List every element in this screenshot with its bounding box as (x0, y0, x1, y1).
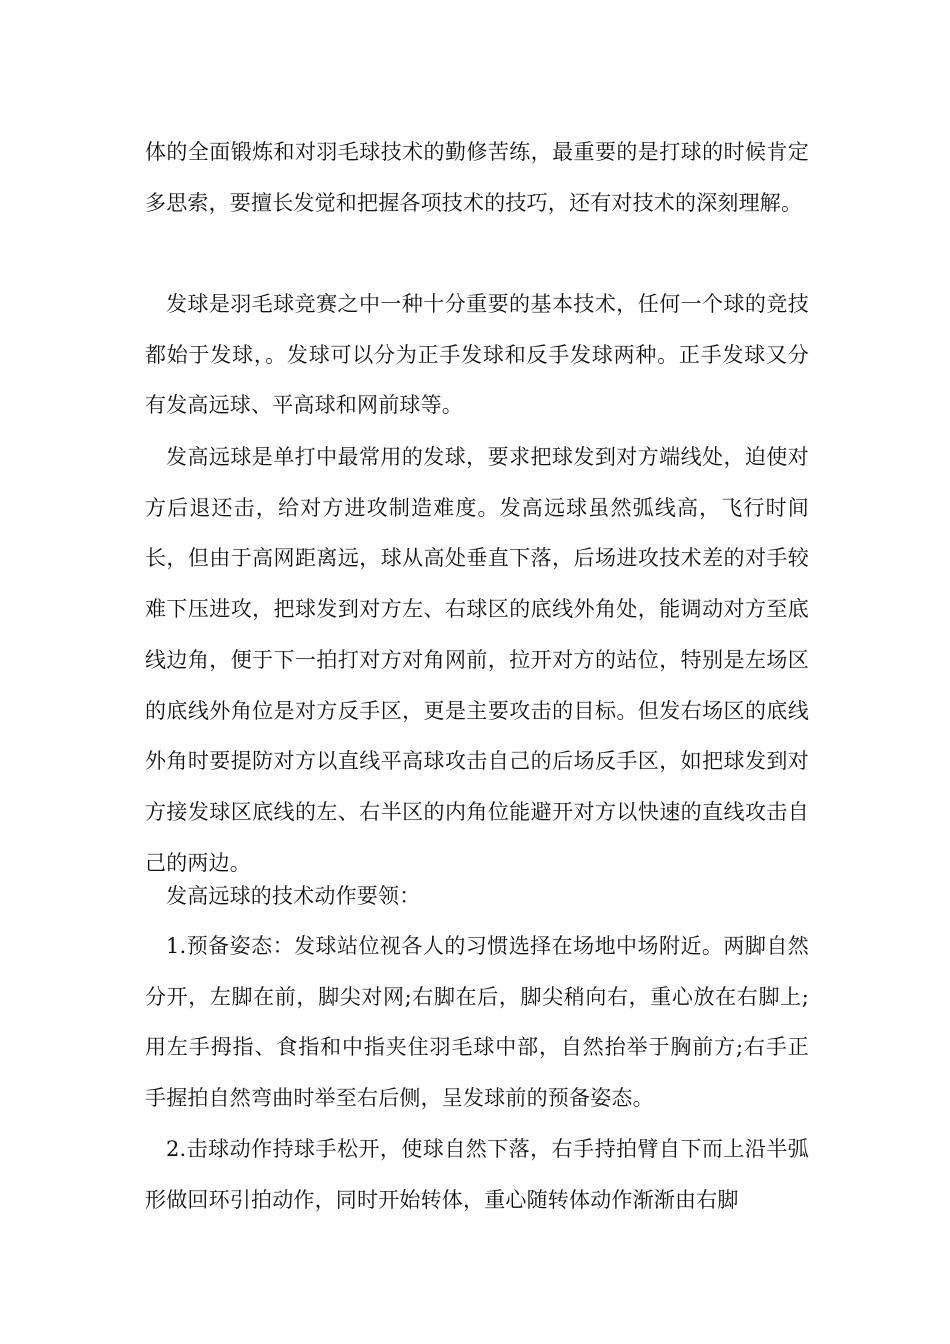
paragraph-1: 体的全面锻炼和对羽毛球技术的勤修苦练，最重要的是打球的时候肯定多思索，要擅长发觉和把握各项技术的技巧，还有对技术的深刻理解。 (145, 140, 809, 215)
paragraph-6: 2.击球动作持球手松开，使球自然下落，右手持拍臂自下而上沿半弧形做回环引拍动作，同时开始转体，重心随转体动作渐渐由右脚 (145, 1137, 809, 1212)
paragraph-3: 发高远球是单打中最常用的发球，要求把球发到对方端线处，迫使对方后退还击，给对方进攻制造难度。发高远球虽然弧线高，飞行时间长，但由于高网距离远，球从高处垂直下落，后场进攻技术差的对手较难下压进攻，把球发到对方左、右球区的底线外角处，能调动对方至底线边角，便于下一拍打对方对角网前，拉开对方的站位，特别是左场区的底线外角位是对方反手区，更是主要攻击的目标。但发右场区的底线外角时要提防对方以直线平高球攻击自己的后场反手区，如把球发到对方接发球区底线的左、右半区的内角位能避开对方以快速的直线攻击自己的两边。 (145, 445, 809, 875)
paragraph-2: 发球是羽毛球竞赛之中一种十分重要的基本技术，任何一个球的竞技都始于发球，。发球可以分为正手发球和反手发球两种。正手发球又分有发高远球、平高球和网前球等。 (145, 292, 809, 418)
paragraph-4: 发高远球的技术动作要领： (166, 884, 421, 908)
paragraph-5: 1.预备姿态：发球站位视各人的习惯选择在场地中场附近。两脚自然分开，左脚在前，脚尖对网;右脚在后，脚尖稍向右，重心放在右脚上;用左手拇指、食指和中指夹住羽毛球中部，自然抬举于胸前方;右手正手握拍自然弯曲时举至右后侧，呈发球前的预备姿态。 (145, 934, 809, 1111)
